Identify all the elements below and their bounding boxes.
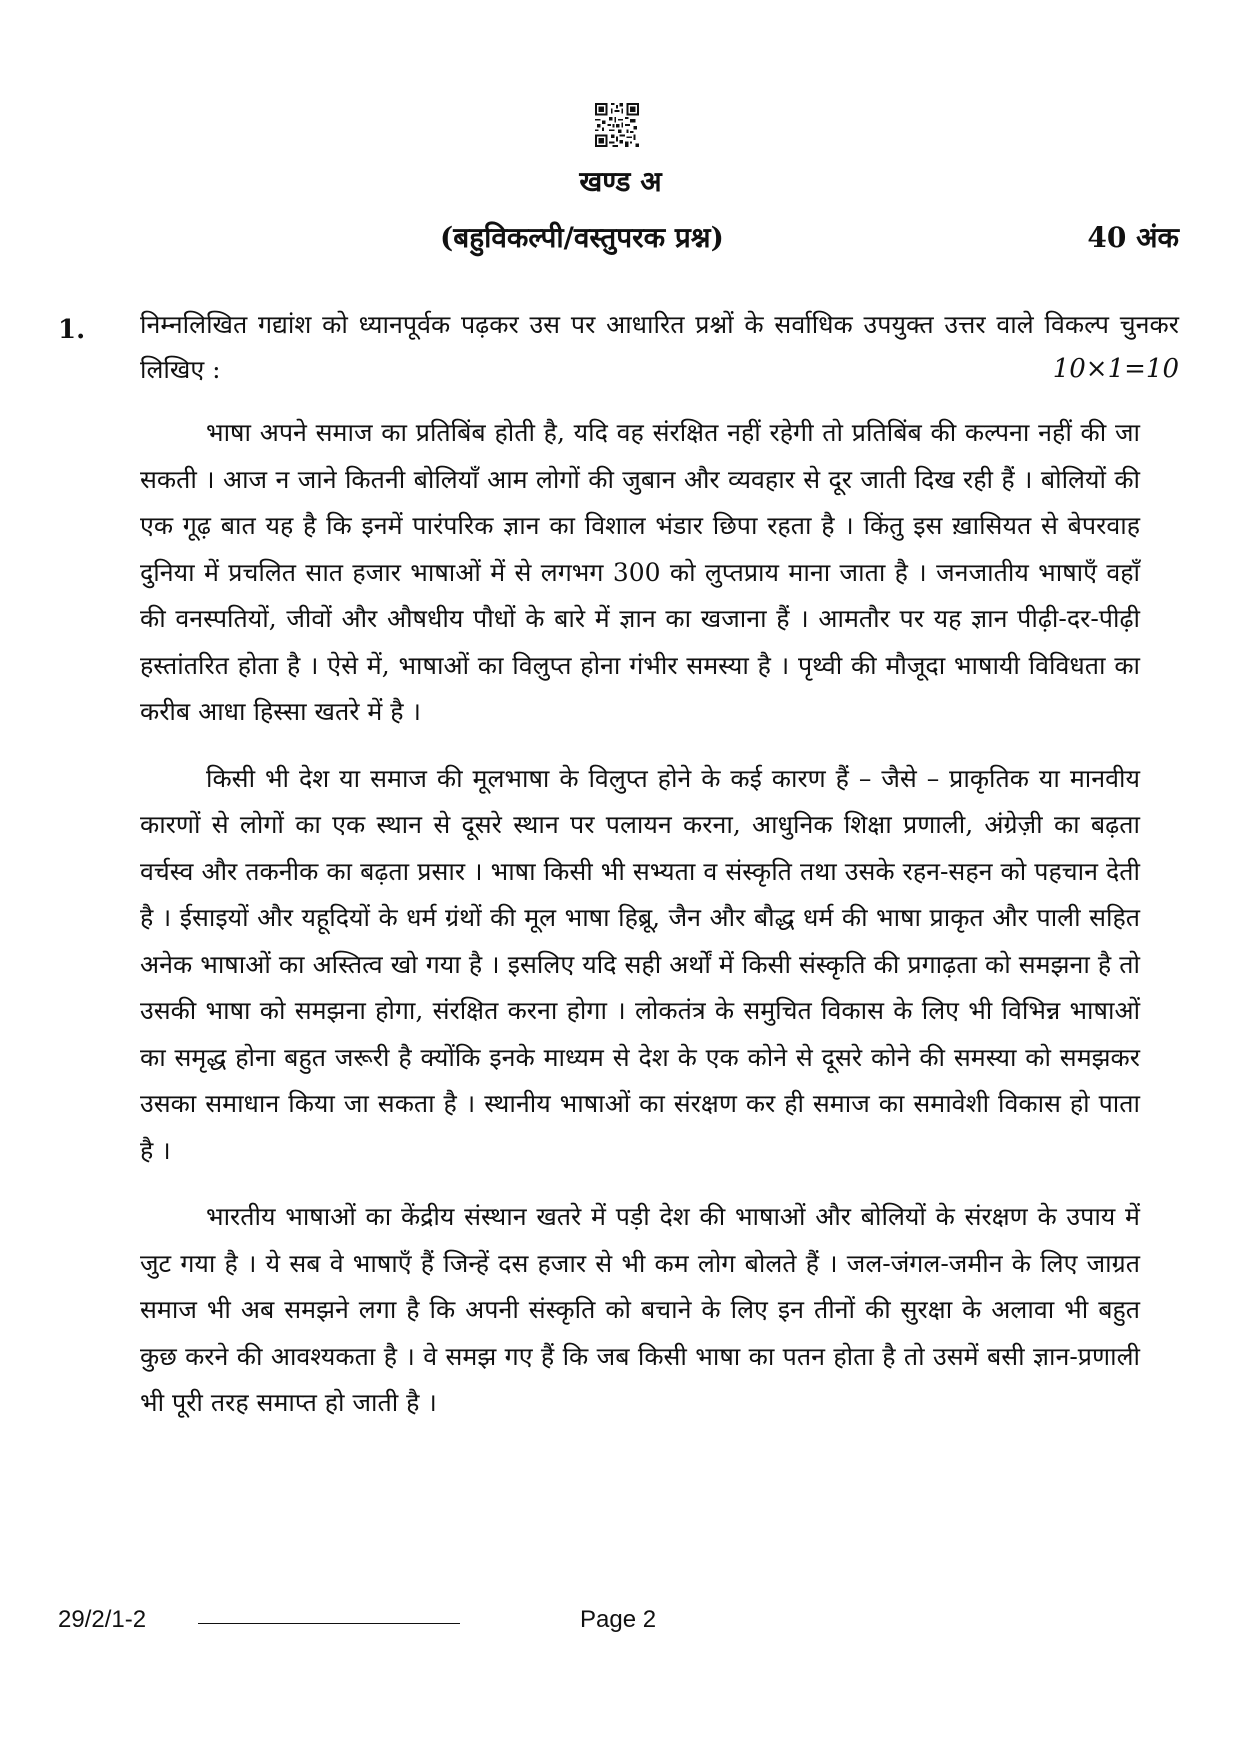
section-title: खण्ड अ	[579, 165, 662, 198]
section-subtitle: (बहुविकल्पी/वस्तुपरक प्रश्न)	[440, 221, 724, 254]
question-instruction: निम्नलिखित गद्यांश को ध्यानपूर्वक पढ़कर उस पर आधारित प्रश्नों के सर्वाधिक उपयुक्त उत्तर वाले विकल्प चुनकर लिखिए :	[140, 310, 1179, 384]
passage-paragraph: भाषा अपने समाज का प्रतिबिंब होती है, यदि वह संरक्षित नहीं रहेगी तो प्रतिबिंब की कल्पना नहीं की जा सकती । आज न जाने कितनी बोलियाँ आम लोगों की जुबान और व्यवहार से दूर जाती दिख रही हैं । बोलियों की एक गूढ़ बात यह है कि इनमें पारंपरिक ज्ञान का विशाल भंडार छिपा रहता है । किंतु इस ख़ासियत से बेपरवाह दुनिया में प्रचलित सात हजार भाषाओं में से लगभग 300 को लुप्तप्राय माना जाता है । जनजातीय भाषाएँ वहाँ की वनस्पतियों, जीवों और औषधीय पौधों के बारे में ज्ञान का खजाना हैं । आमतौर पर यह ज्ञान पीढ़ी-दर-पीढ़ी हस्तांतरित होता है । ऐसे में, भाषाओं का विलुप्त होना गंभीर समस्या है । पृथ्वी की मौजूदा भाषायी विविधता का करीब आधा हिस्सा खतरे में है ।	[140, 418, 1140, 726]
qr-code-icon	[595, 103, 639, 147]
section-marks: 40 अंक	[1087, 221, 1179, 254]
question-number: 1.	[58, 315, 86, 345]
page-number: Page 2	[580, 1606, 657, 1633]
paper-code: 29/2/1-2	[58, 1606, 147, 1633]
passage-paragraph: भारतीय भाषाओं का केंद्रीय संस्थान खतरे में पड़ी देश की भाषाओं और बोलियों के संरक्षण के उपाय में जुट गया है । ये सब वे भाषाएँ हैं जिन्हें दस हजार से भी कम लोग बोलते हैं । जल-जंगल-जमीन के लिए जाग्रत समाज भी अब समझने लगा है कि अपनी संस्कृति को बचाने के लिए इन तीनों की सुरक्षा के अलावा भी बहुत कुछ करने की आवश्यकता है । वे समझ गए हैं कि जब किसी भाषा का पतन होता है तो उसमें बसी ज्ञान-प्रणाली भी पूरी तरह समाप्त हो जाती है ।	[140, 1202, 1140, 1417]
passage	[140, 410, 1140, 1447]
question-marks: 10×1=10	[1052, 354, 1179, 384]
footer-divider	[198, 1623, 460, 1624]
passage-paragraph: किसी भी देश या समाज की मूलभाषा के विलुप्त होने के कई कारण हैं – जैसे – प्राकृतिक या मानवीय कारणों से लोगों का एक स्थान से दूसरे स्थान पर पलायन करना, आधुनिक शिक्षा प्रणाली, अंग्रेज़ी का बढ़ता वर्चस्व और तकनीक का बढ़ता प्रसार । भाषा किसी भी सभ्यता व संस्कृति तथा उसके रहन-सहन को पहचान देती है । ईसाइयों और यहूदियों के धर्म ग्रंथों की मूल भाषा हिब्रू, जैन और बौद्ध धर्म की भाषा प्राकृत और पाली सहित अनेक भाषाओं का अस्तित्व खो गया है । इसलिए यदि सही अर्थों में किसी संस्कृति की प्रगाढ़ता को समझना है तो उसकी भाषा को समझना होगा, संरक्षित करना होगा । लोकतंत्र के समुचित विकास के लिए भी विभिन्न भाषाओं का समृद्ध होना बहुत जरूरी है क्योंकि इनके माध्यम से देश के एक कोने से दूसरे कोने की समस्या को समझकर उसका समाधान किया जा सकता है । स्थानीय भाषाओं का संरक्षण कर ही समाज का समावेशी विकास हो पाता है ।	[140, 763, 1140, 1165]
